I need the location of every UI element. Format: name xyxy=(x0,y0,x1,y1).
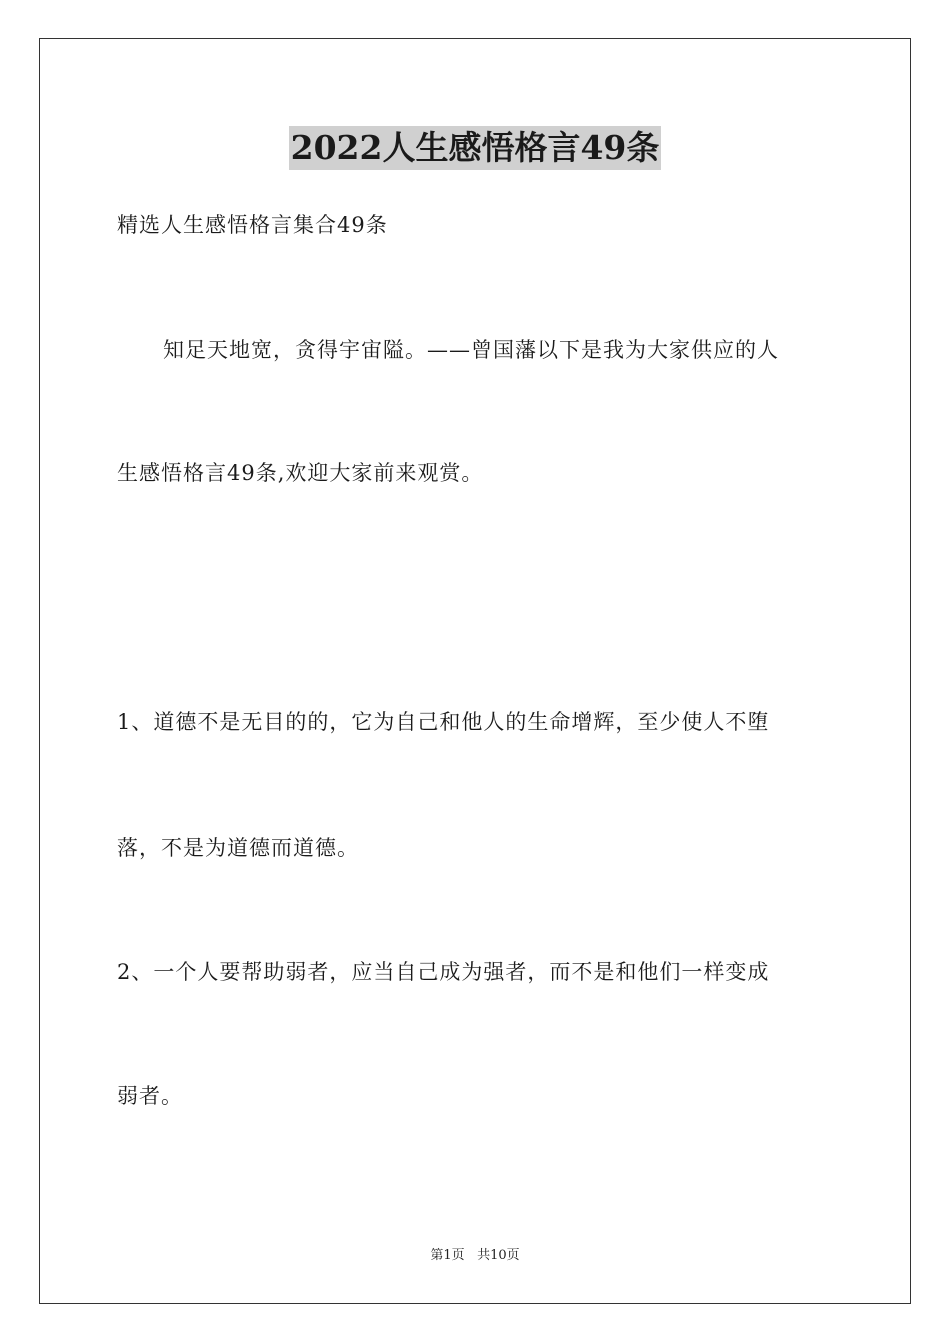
document-subtitle: 精选人生感悟格言集合49条 xyxy=(117,213,388,237)
document-title: 2022人生感悟格言49条 xyxy=(289,126,662,170)
paragraph-line: 知足天地宽，贪得宇宙隘。——曾国藩以下是我为大家供应的人 xyxy=(163,338,779,362)
page-total: 共10页 xyxy=(477,1248,520,1263)
paragraph-line: 弱者。 xyxy=(117,1084,183,1108)
page-footer xyxy=(0,1246,950,1266)
paragraph-line: 2、一个人要帮助弱者，应当自己成为强者，而不是和他们一样变成 xyxy=(117,960,770,984)
title-container xyxy=(0,126,950,170)
paragraph-line: 落，不是为道德而道德。 xyxy=(117,836,359,860)
paragraph-line: 1、道德不是无目的的，它为自己和他人的生命增辉，至少使人不堕 xyxy=(117,710,770,734)
page-number: 第1页 xyxy=(430,1248,465,1263)
paragraph-line: 生感悟格言49条,欢迎大家前来观赏。 xyxy=(117,461,484,485)
